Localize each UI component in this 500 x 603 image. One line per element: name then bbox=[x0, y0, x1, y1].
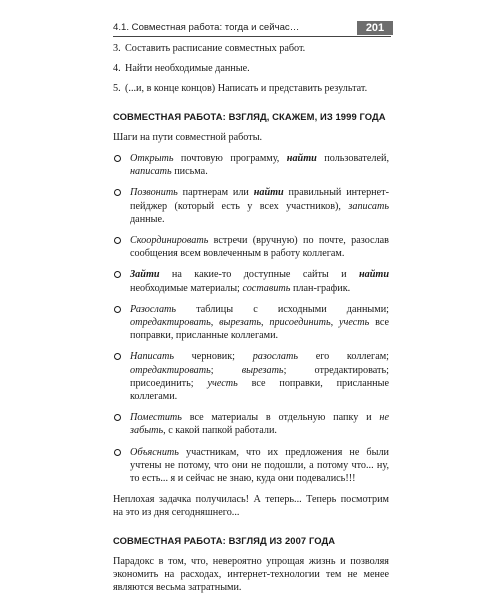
bullet-item bbox=[113, 234, 389, 260]
bullet-text-run: разослать bbox=[252, 351, 298, 363]
bullet-text-run: письма. bbox=[171, 166, 208, 178]
bullet-circle-icon bbox=[114, 449, 121, 456]
bullet-item bbox=[113, 152, 389, 178]
bullet-text-run: найти bbox=[253, 187, 284, 199]
page-number: 201 bbox=[357, 21, 393, 35]
bullet-text-run: , bbox=[210, 317, 220, 329]
bullet-item bbox=[113, 303, 389, 343]
closing-paragraph: Неплохая задачка получилась! А теперь... Теперь посмотрим на это из дня сегодняшнего... bbox=[113, 494, 389, 519]
item-number: 4. bbox=[113, 63, 121, 75]
bullet-text-run: пользователей, bbox=[316, 153, 389, 165]
bullet-text-run: вырезать bbox=[219, 317, 261, 329]
bullet-text-run: , с какой папкой работали. bbox=[163, 425, 277, 437]
bullet-text-run: все поправки, присланные коллегами. bbox=[130, 377, 390, 403]
bullet-text-run: правильный интернет-пейджер (который есть у всех участников), bbox=[130, 187, 389, 212]
section-intro: Шаги на пути совместной работы. bbox=[113, 131, 263, 143]
bullet-circle-icon bbox=[114, 189, 121, 196]
numbered-item bbox=[113, 82, 389, 95]
bullet-text-run: записать bbox=[348, 200, 389, 212]
bullet-circle-icon bbox=[114, 155, 121, 162]
running-title: 4.1. Совместная работа: тогда и сейчас… bbox=[113, 22, 300, 33]
section-paragraph: Парадокс в том, что, невероятно упрощая жизнь и позволяя экономить на расходах, интернет-технологии тем не менее являются весьма затратными. bbox=[113, 555, 389, 594]
bullet-text-run: отредактировать bbox=[130, 364, 211, 376]
bullet-text-run: данные. bbox=[130, 213, 165, 225]
bullet-text-run: составить bbox=[242, 282, 291, 294]
bullet-text-run: присоединить bbox=[269, 317, 331, 329]
section-heading-1999: СОВМЕСТНАЯ РАБОТА: ВЗГЛЯД, СКАЖЕМ, ИЗ 1999 ГОДА bbox=[113, 110, 386, 122]
bullet-circle-icon bbox=[114, 306, 121, 313]
bullet-item bbox=[113, 268, 389, 294]
bullet-circle-icon bbox=[114, 237, 121, 244]
bullet-circle-icon bbox=[114, 414, 121, 421]
bullet-text-run: ; bbox=[210, 364, 242, 376]
bullet-text-run: Скоординировать bbox=[130, 235, 209, 247]
bullet-circle-icon bbox=[114, 271, 121, 278]
item-text: (...и, в конце концов) Написать и представить результат. bbox=[125, 83, 368, 95]
bullet-text-run: все материалы в отдельную папку и bbox=[181, 412, 380, 424]
bullet-text-run: Поместить bbox=[130, 412, 182, 424]
bullet-text-run: найти bbox=[286, 153, 317, 165]
section-heading-2007: СОВМЕСТНАЯ РАБОТА: ВЗГЛЯД ИЗ 2007 ГОДА bbox=[113, 534, 336, 546]
bullet-text-run: на какие-то доступные сайты и bbox=[159, 269, 359, 281]
bullet-text-run: необходимые материалы; bbox=[130, 282, 243, 294]
bullet-item bbox=[113, 411, 389, 437]
bullet-text-run: написать bbox=[130, 166, 172, 178]
bullet-text-run: , bbox=[261, 317, 270, 329]
numbered-list bbox=[113, 42, 389, 96]
bullet-text-run: вырезать bbox=[241, 364, 284, 376]
bullet-text-run: отредактировать bbox=[130, 317, 211, 329]
numbered-item bbox=[113, 42, 389, 55]
item-text: Составить расписание совместных работ. bbox=[125, 43, 306, 54]
bullet-text-run: черновик; bbox=[173, 351, 253, 363]
bullet-text-run: ; отредактировать; присоединить; bbox=[130, 364, 389, 389]
bullet-text-run: партнерам или bbox=[177, 187, 254, 199]
bullet-item bbox=[113, 446, 389, 486]
bullet-text-run: почтовую программу, bbox=[173, 153, 287, 165]
bullet-text-run: Написать bbox=[130, 351, 174, 363]
bullet-text-run: план-график. bbox=[290, 282, 351, 294]
item-number: 5. bbox=[113, 83, 121, 95]
bullet-text-run: не забыть bbox=[130, 412, 389, 437]
bullet-text-run: Позвонить bbox=[130, 187, 178, 199]
bullet-item bbox=[113, 186, 389, 226]
bullet-circle-icon bbox=[114, 353, 121, 360]
running-header bbox=[113, 20, 391, 37]
bullet-text-run: все поправки, присланные коллегами. bbox=[130, 317, 390, 342]
bullet-text-run: Разослать bbox=[130, 303, 177, 315]
bullet-list bbox=[113, 152, 389, 485]
bullet-item bbox=[113, 350, 389, 403]
bullet-text-run: его коллегам; bbox=[298, 351, 389, 363]
bullet-text-run: таблицы с исходными данными; bbox=[176, 303, 389, 315]
bullet-text-run: учесть bbox=[207, 377, 238, 389]
bullet-text-run: Зайти bbox=[130, 269, 160, 281]
item-text: Найти необходимые данные. bbox=[125, 63, 250, 75]
bullet-text-run: учесть bbox=[339, 317, 370, 329]
bullet-text-run: Объяснить bbox=[130, 446, 179, 458]
bullet-text-run: Открыть bbox=[130, 153, 174, 165]
bullet-text-run: , bbox=[330, 317, 339, 329]
bullet-text-run: встречи (вручную) по почте, разослав сообщения всем вовлеченным в работу коллегам. bbox=[130, 235, 389, 260]
numbered-item bbox=[113, 62, 389, 75]
page-content bbox=[113, 42, 389, 603]
bullet-text-run: найти bbox=[358, 269, 389, 281]
bullet-text-run: участникам, что их предложения не были учтены не потому, что они не подошли, а потому что... ну, то есть... я и сейчас не знаю, куда они подевались!!! bbox=[130, 446, 389, 485]
item-number: 3. bbox=[113, 43, 121, 54]
